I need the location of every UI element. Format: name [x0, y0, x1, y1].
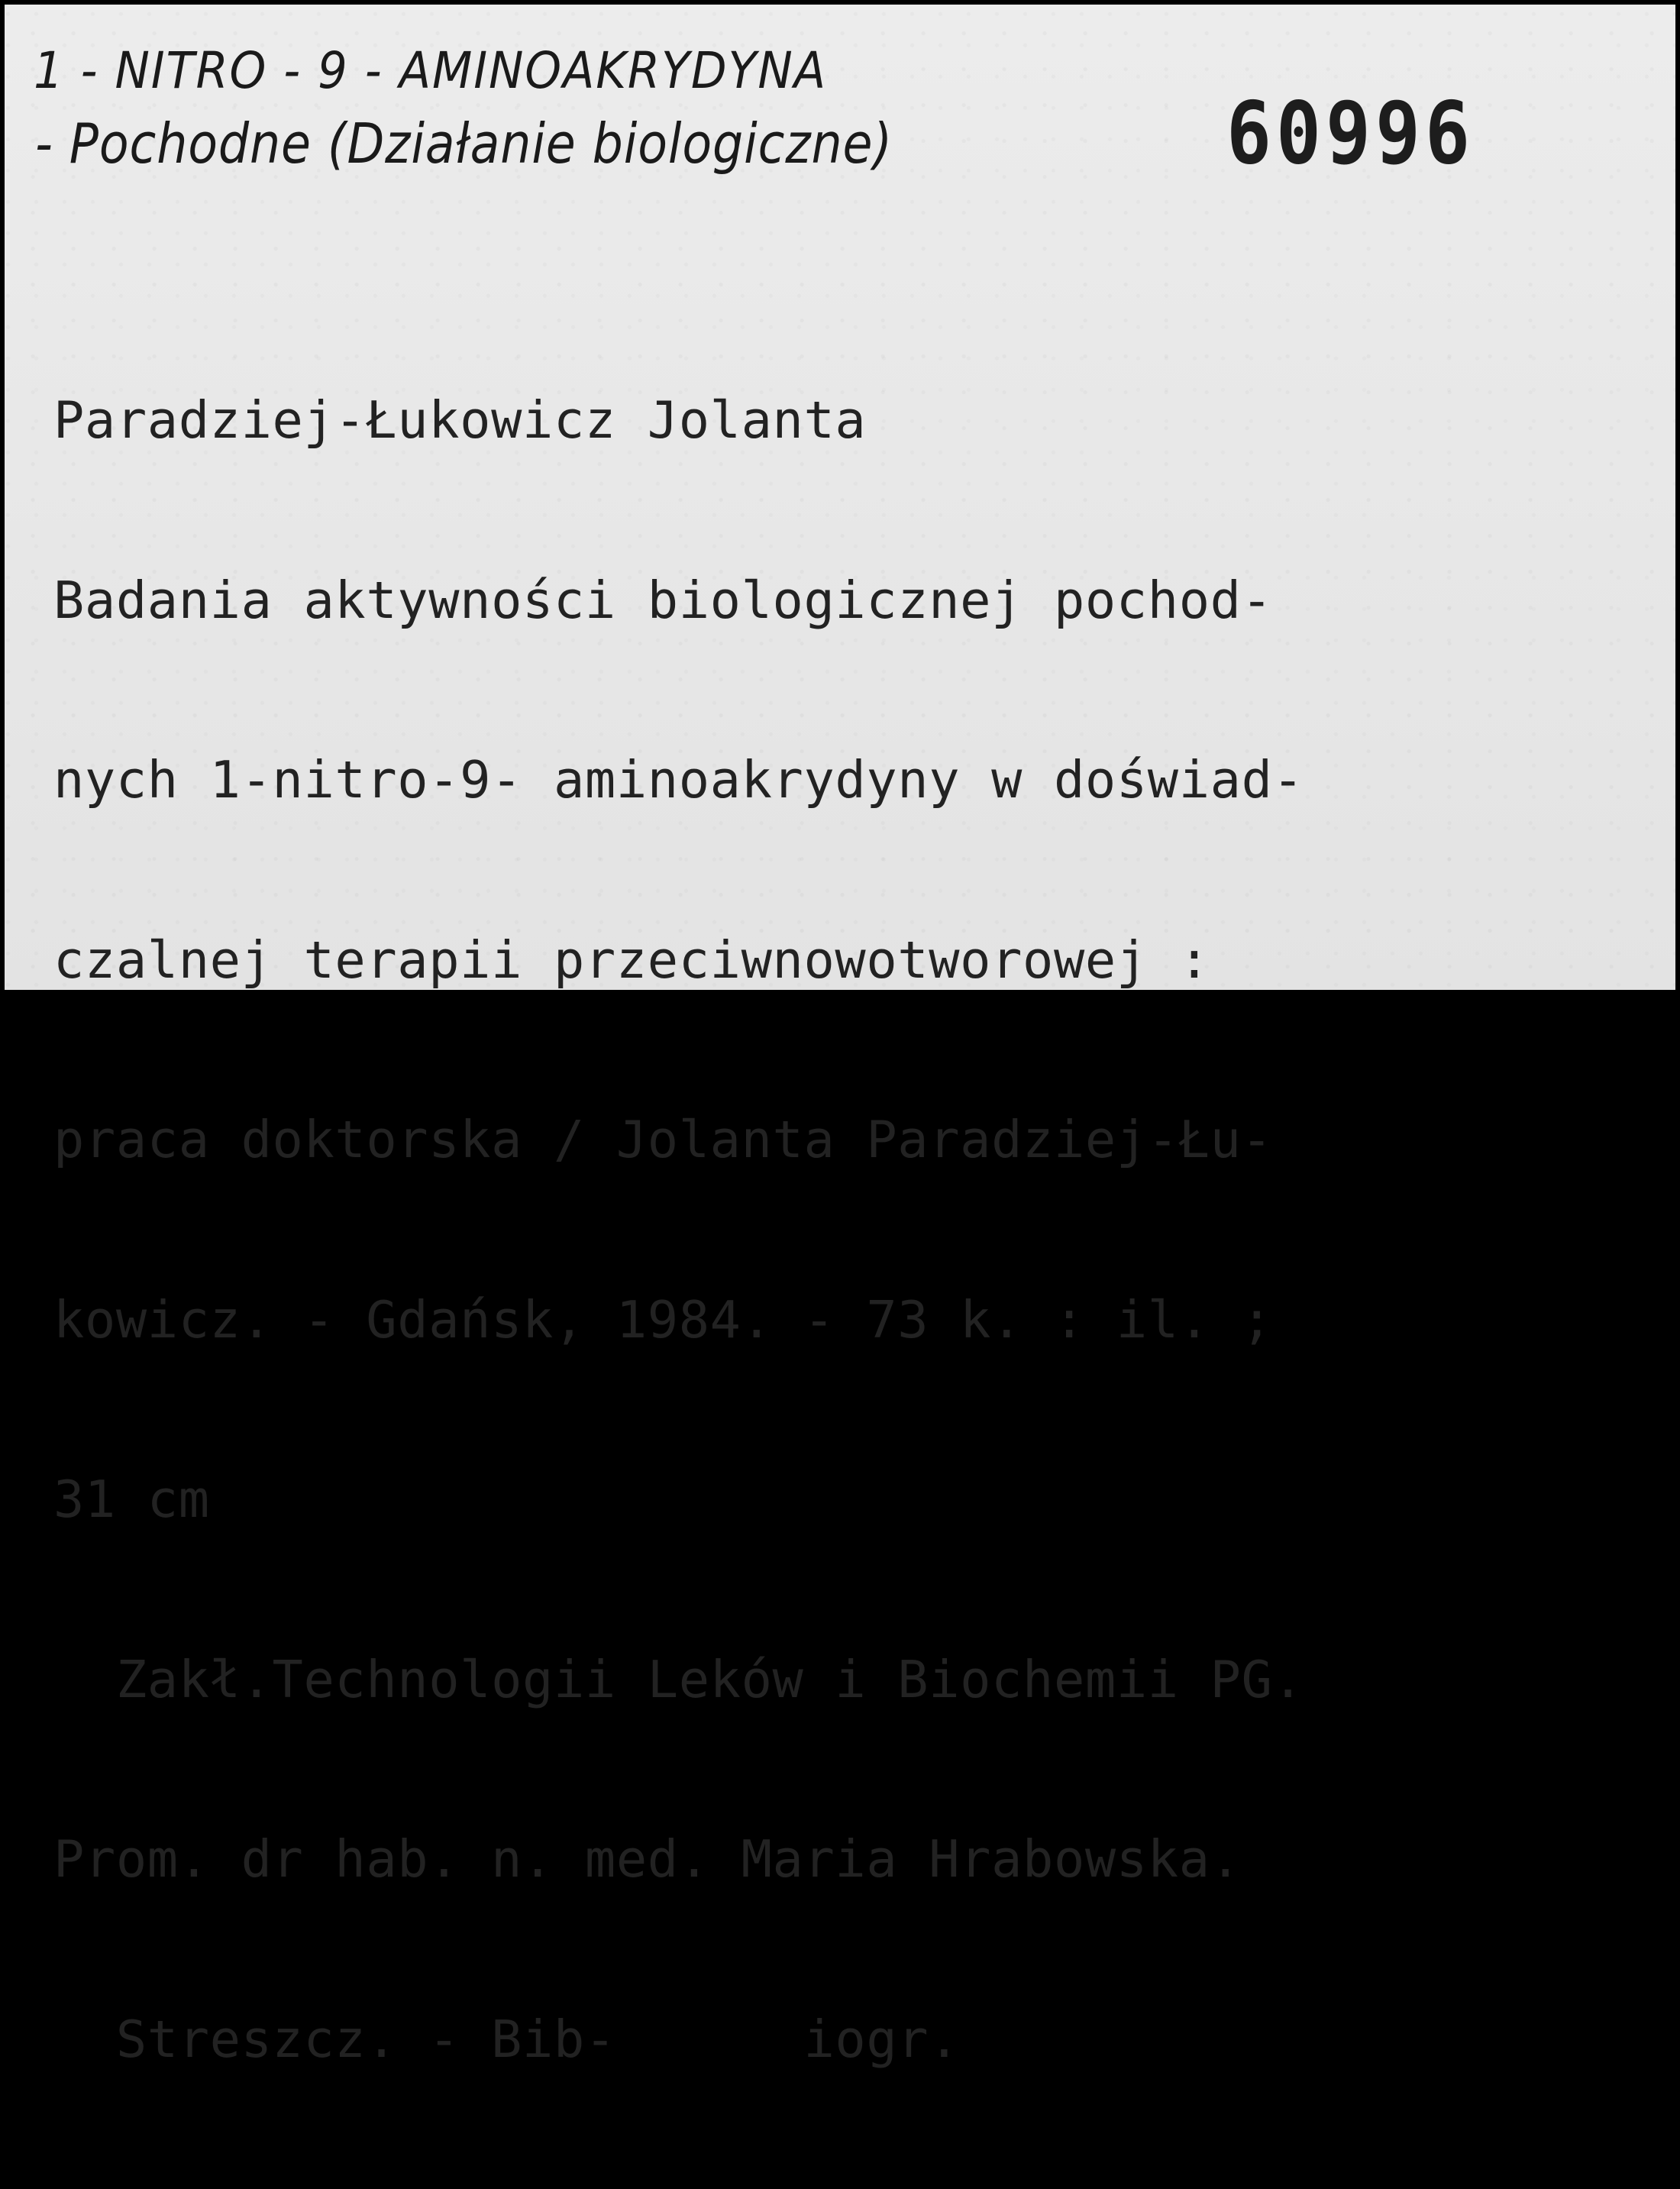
record-line-title-cont: praca doktorska / Jolanta Paradziej-Łu-: [53, 1110, 1273, 1169]
subject-heading-line-1: 1 - NITRO - 9 - AMINOAKRYDYNA: [34, 41, 828, 100]
subject-heading-line-2: - Pochodne (Działanie biologiczne): [35, 112, 893, 176]
record-line-promoter: Prom. dr hab. n. med. Maria Hrabowska.: [53, 1829, 1242, 1889]
record-line-imprint: kowicz. - Gdańsk, 1984. - 73 k. : il. ;: [53, 1289, 1273, 1350]
record-line-institution: Zakł.Technologii Leków i Biochemii PG.: [53, 1649, 1304, 1709]
record-line-title: Badania aktywności biologicznej pochod-: [53, 570, 1273, 630]
catalog-card: [5, 5, 1675, 2069]
record-line-author: Paradziej-Łukowicz Jolanta: [53, 390, 867, 450]
record-line-notes: Streszcz. - Bib- iogr.: [53, 2009, 961, 2069]
accession-number: 60996: [1226, 84, 1475, 185]
record-line-title-cont: czalnej terapii przeciwnowotworowej :: [53, 930, 1210, 990]
record-line-title-cont: nych 1-nitro-9- aminoakrydyny w doświad-: [53, 750, 1304, 810]
record-line-dimensions: 31 cm: [53, 1470, 210, 1529]
bibliographic-record: [53, 270, 1304, 2189]
